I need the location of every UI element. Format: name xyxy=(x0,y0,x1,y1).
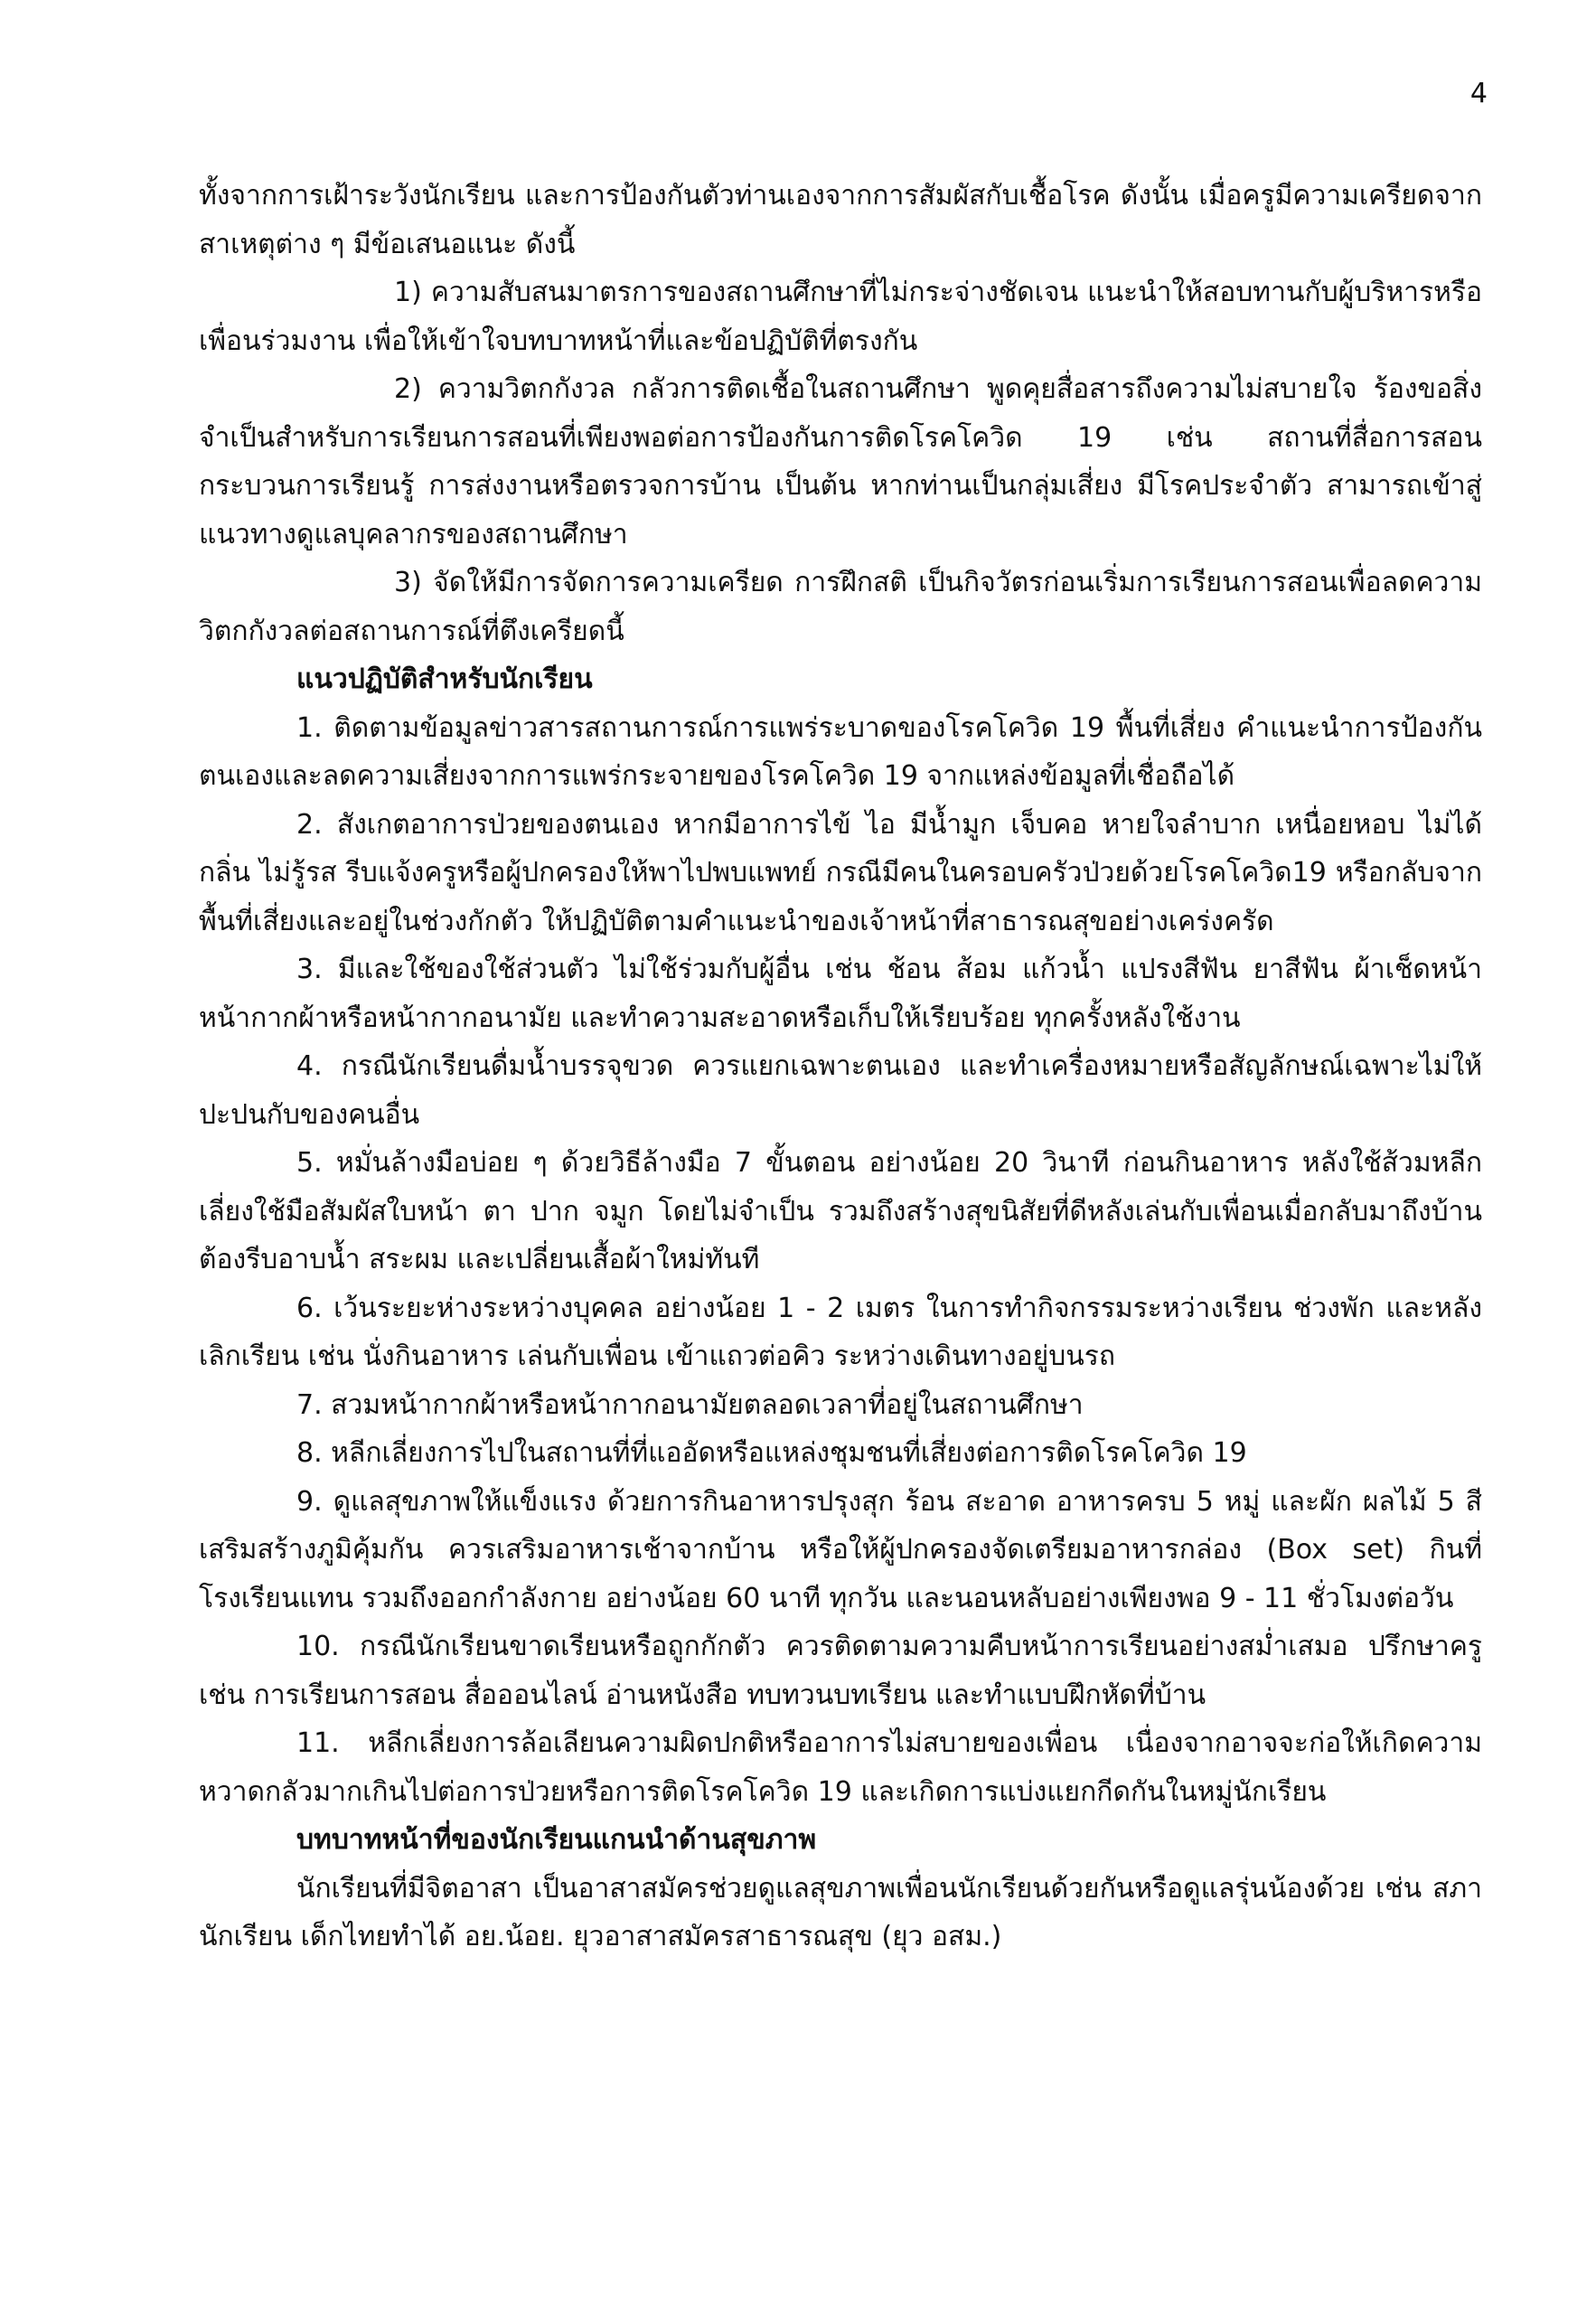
student-guideline-item: 11. หลีกเลี่ยงการล้อเลียนความผิดปกติหรืออาการไม่สบายของเพื่อน เนื่องจากอาจจะก่อให้เกิดความหวาดกลัวมากเกินไปต่อการป่วยหรือการติดโรคโควิด 19 และเกิดการแบ่งแยกกีดกันในหมู่นักเรียน xyxy=(199,1727,1482,1808)
teacher-advice-3: 3) จัดให้มีการจัดการความเครียด การฝึกสติ เป็นกิจวัตรก่อนเริ่มการเรียนการสอนเพื่อลดความวิตกกังวลต่อสถานการณ์ที่ตึงเครียดนี้ xyxy=(199,567,1482,647)
intro-paragraph: ทั้งจากการเฝ้าระวังนักเรียน และการป้องกันตัวท่านเองจากการสัมผัสกับเชื้อโรค ดังนั้น เมื่อครูมีความเครียดจากสาเหตุต่าง ๆ มีข้อเสนอแนะ ดังนี้ xyxy=(199,180,1482,260)
student-guideline-item: 7. สวมหน้ากากผ้าหรือหน้ากากอนามัยตลอดเวลาที่อยู่ในสถานศึกษา xyxy=(296,1388,1084,1421)
student-guideline-item: 10. กรณีนักเรียนขาดเรียนหรือถูกกักตัว ควรติดตามความคืบหน้าการเรียนอย่างสม่ำเสมอ ปรึกษาครูเช่น การเรียนการสอน สื่อออนไลน์ อ่านหนังสือ ทบทวนบทเรียน และทำแบบฝึกหัดที่บ้าน xyxy=(199,1631,1482,1711)
document-body xyxy=(199,172,1482,1961)
teacher-advice-2: 2) ความวิตกกังวล กลัวการติดเชื้อในสถานศึกษา พูดคุยสื่อสารถึงความไม่สบายใจ ร้องขอสิ่งจำเป็นสำหรับการเรียนการสอนที่เพียงพอต่อการป้องกันการติดโรคโควิด 19 เช่น สถานที่สื่อการสอน กระบวนการเรียนรู้ การส่งงานหรือตรวจการบ้าน เป็นต้น หากท่านเป็นกลุ่มเสี่ยง มีโรคประจำตัว สามารถเข้าสู่แนวทางดูแลบุคลากรของสถานศึกษา xyxy=(199,373,1482,550)
student-guideline-item: 5. หมั่นล้างมือบ่อย ๆ ด้วยวิธีล้างมือ 7 ขั้นตอน อย่างน้อย 20 วินาที ก่อนกินอาหาร หลังใช้ส้วมหลีกเลี่ยงใช้มือสัมผัสใบหน้า ตา ปาก จมูก โดยไม่จำเป็น รวมถึงสร้างสุขนิสัยที่ดีหลังเล่นกับเพื่อนเมื่อกลับมาถึงบ้านต้องรีบอาบน้ำ สระผม และเปลี่ยนเสื้อผ้าใหม่ทันที xyxy=(199,1147,1482,1275)
health-leader-paragraph: นักเรียนที่มีจิตอาสา เป็นอาสาสมัครช่วยดูแลสุขภาพเพื่อนนักเรียนด้วยกันหรือดูแลรุ่นน้องด้วย เช่น สภานักเรียน เด็กไทยทำได้ อย.น้อย. ยุวอาสาสมัครสาธารณสุข (ยุว อสม.) xyxy=(199,1872,1482,1952)
student-guideline-item: 9. ดูแลสุขภาพให้แข็งแรง ด้วยการกินอาหารปรุงสุก ร้อน สะอาด อาหารครบ 5 หมู่ และผัก ผลไม้ 5 สี เสริมสร้างภูมิคุ้มกัน ควรเสริมอาหารเช้าจากบ้าน หรือให้ผู้ปกครองจัดเตรียมอาหารกล่อง (Box set) กินที่โรงเรียนแทน รวมถึงออกกำลังกาย อย่างน้อย 60 นาที ทุกวัน และนอนหลับอย่างเพียงพอ 9 - 11 ชั่วโมงต่อวัน xyxy=(199,1485,1482,1614)
student-guideline-item: 1. ติดตามข้อมูลข่าวสารสถานการณ์การแพร่ระบาดของโรคโควิด 19 พื้นที่เสี่ยง คำแนะนำการป้องกันตนเองและลดความเสี่ยงจากการแพร่กระจายของโรคโควิด 19 จากแหล่งข้อมูลที่เชื่อถือได้ xyxy=(199,711,1482,792)
student-guideline-item: 4. กรณีนักเรียนดื่มน้ำบรรจุขวด ควรแยกเฉพาะตนเอง และทำเครื่องหมายหรือสัญลักษณ์เฉพาะไม่ให้ปะปนกับของคนอื่น xyxy=(199,1050,1482,1131)
teacher-advice-1: 1) ความสับสนมาตรการของสถานศึกษาที่ไม่กระจ่างชัดเจน แนะนำให้สอบทานกับผู้บริหารหรือเพื่อนร่วมงาน เพื่อให้เข้าใจบทบาทหน้าที่และข้อปฏิบัติที่ตรงกัน xyxy=(199,277,1482,357)
student-guideline-item: 2. สังเกตอาการป่วยของตนเอง หากมีอาการไข้ ไอ มีน้ำมูก เจ็บคอ หายใจลำบาก เหนื่อยหอบ ไม่ได้กลิ่น ไม่รู้รส รีบแจ้งครูหรือผู้ปกครองให้พาไปพบแพทย์ กรณีมีคนในครอบครัวป่วยด้วยโรคโควิด19 หรือกลับจากพื้นที่เสี่ยงและอยู่ในช่วงกักตัว ให้ปฏิบัติตามคำแนะนำของเจ้าหน้าที่สาธารณสุขอย่างเคร่งครัด xyxy=(199,808,1482,937)
student-guideline-item: 3. มีและใช้ของใช้ส่วนตัว ไม่ใช้ร่วมกับผู้อื่น เช่น ช้อน ส้อม แก้วน้ำ แปรงสีฟัน ยาสีฟัน ผ้าเช็ดหน้าหน้ากากผ้าหรือหน้ากากอนามัย และทำความสะอาดหรือเก็บให้เรียบร้อย ทุกครั้งหลังใช้งาน xyxy=(199,954,1482,1034)
student-guideline-item: 8. หลีกเลี่ยงการไปในสถานที่ที่แออัดหรือแหล่งชุมชนที่เสี่ยงต่อการติดโรคโควิด 19 xyxy=(296,1437,1247,1469)
student-guideline-item: 6. เว้นระยะห่างระหว่างบุคคล อย่างน้อย 1 - 2 เมตร ในการทำกิจกรรมระหว่างเรียน ช่วงพัก และหลังเลิกเรียน เช่น นั่งกินอาหาร เล่นกับเพื่อน เข้าแถวต่อคิว ระหว่างเดินทางอยู่บนรถ xyxy=(199,1292,1482,1372)
page-number: 4 xyxy=(1469,78,1488,109)
section-heading-health-leaders: บทบาทหน้าที่ของนักเรียนแกนนำด้านสุขภาพ xyxy=(296,1824,817,1856)
section-heading-students: แนวปฏิบัติสำหรับนักเรียน xyxy=(296,663,593,695)
